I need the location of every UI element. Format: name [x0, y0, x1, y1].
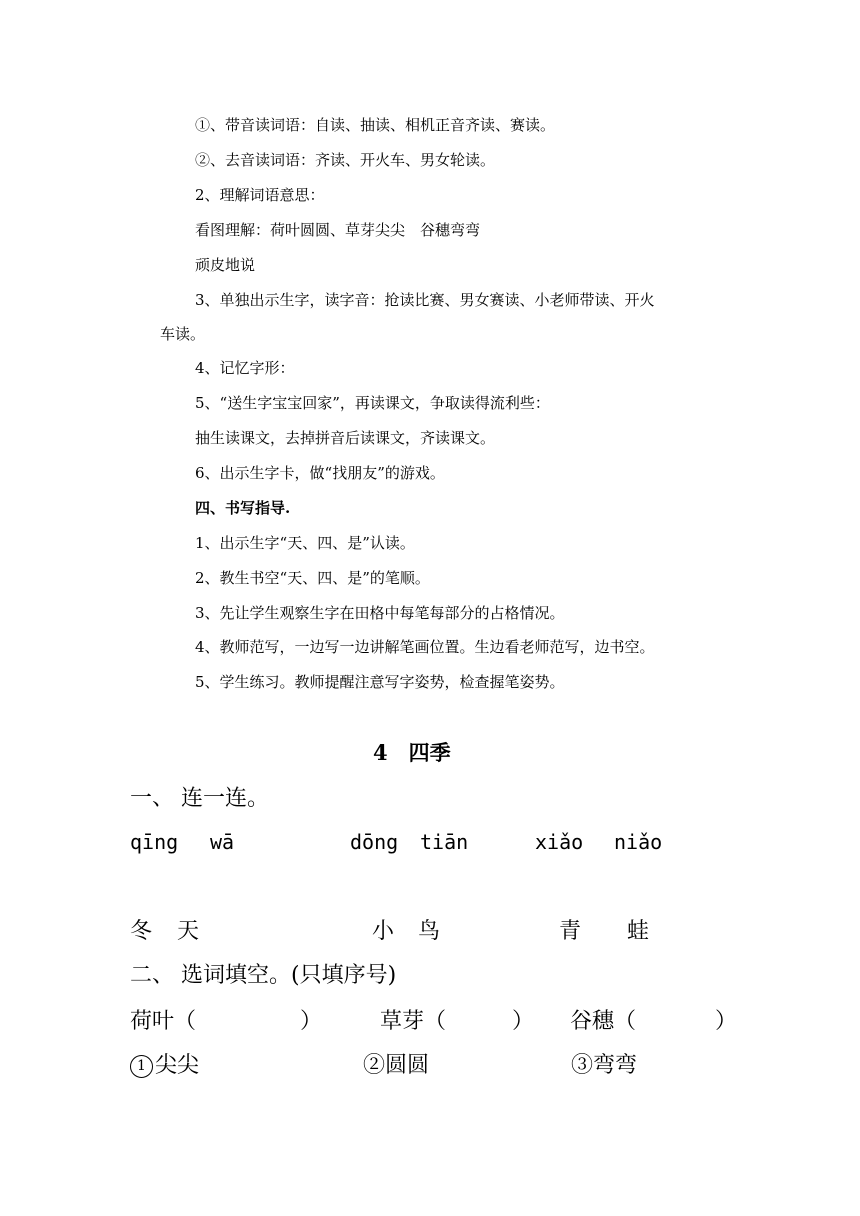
pinyin-item: tiān: [420, 830, 469, 854]
option-number: ③: [571, 1053, 594, 1078]
pinyin-item: xiǎo: [535, 830, 584, 854]
text-line: 5、学生练习。教师提醒注意写字姿势，检查握笔姿势。: [195, 673, 565, 691]
writing-guidance-heading: 四、书写指导.: [195, 499, 291, 517]
lesson-title: 4 四季: [373, 740, 451, 765]
option-text: 尖尖: [155, 1053, 200, 1078]
option-2: [363, 1052, 429, 1080]
text-line: ①、带音读词语：自读、抽读、相机正音齐读、赛读。: [195, 116, 556, 134]
option-text: 弯弯: [593, 1053, 638, 1078]
text-line: 抽生读课文，去掉拼音后读课文，齐读课文。: [195, 429, 496, 447]
option-number: ②: [363, 1053, 386, 1078]
text-line: 顽皮地说: [195, 256, 256, 274]
text-line: 1、出示生字“天、四、是”认读。: [195, 534, 415, 552]
text-line: 3、单独出示生字，读字音：抢读比赛、男女赛读、小老师带读、开火: [195, 291, 655, 309]
word-char: 鸟: [418, 919, 441, 944]
fill-item-label: 荷叶（: [130, 1009, 197, 1034]
word-char: 小: [372, 919, 395, 944]
part2-heading: 二、 选词填空。(只填序号): [130, 963, 397, 988]
word-char: 冬: [130, 919, 153, 944]
pinyin-item: niǎo: [614, 830, 663, 854]
pinyin-item: wā: [210, 830, 235, 854]
text-line: 3、先让学生观察生字在田格中每笔每部分的占格情况。: [195, 604, 565, 622]
word-char: 天: [177, 919, 200, 944]
text-line: 车读。: [160, 325, 206, 343]
text-line: 4、教师范写，一边写一边讲解笔画位置。生边看老师范写，边书空。: [195, 638, 655, 656]
pinyin-item: dōng: [350, 830, 399, 854]
option-number: 1: [130, 1055, 153, 1078]
text-line: 6、出示生字卡，做“找朋友”的游戏。: [195, 464, 445, 482]
word-char: 青: [559, 919, 582, 944]
text-line: 2、理解词语意思：: [195, 186, 325, 204]
fill-item-close: ）: [300, 1009, 323, 1034]
option-text: 圆圆: [385, 1053, 430, 1078]
fill-item-close: ）: [512, 1009, 535, 1034]
text-line: 看图理解：荷叶圆圆、草芽尖尖 谷穗弯弯: [195, 221, 481, 239]
text-line: 5、“送生字宝宝回家”，再读课文，争取读得流利些：: [195, 394, 550, 412]
option-1: [130, 1052, 199, 1080]
text-line: 4、记忆字形：: [195, 359, 295, 377]
text-line: 2、教生书空“天、四、是”的笔顺。: [195, 569, 430, 587]
word-char: 蛙: [627, 919, 650, 944]
fill-item-label: 草芽（: [380, 1009, 447, 1034]
part1-heading: 一、 连一连。: [130, 786, 269, 811]
pinyin-item: qīng: [130, 830, 179, 854]
option-3: [571, 1052, 637, 1080]
text-line: ②、去音读词语：齐读、开火车、男女轮读。: [195, 151, 496, 169]
fill-item-close: ）: [715, 1009, 738, 1034]
fill-item-label: 谷穗（: [570, 1009, 637, 1034]
